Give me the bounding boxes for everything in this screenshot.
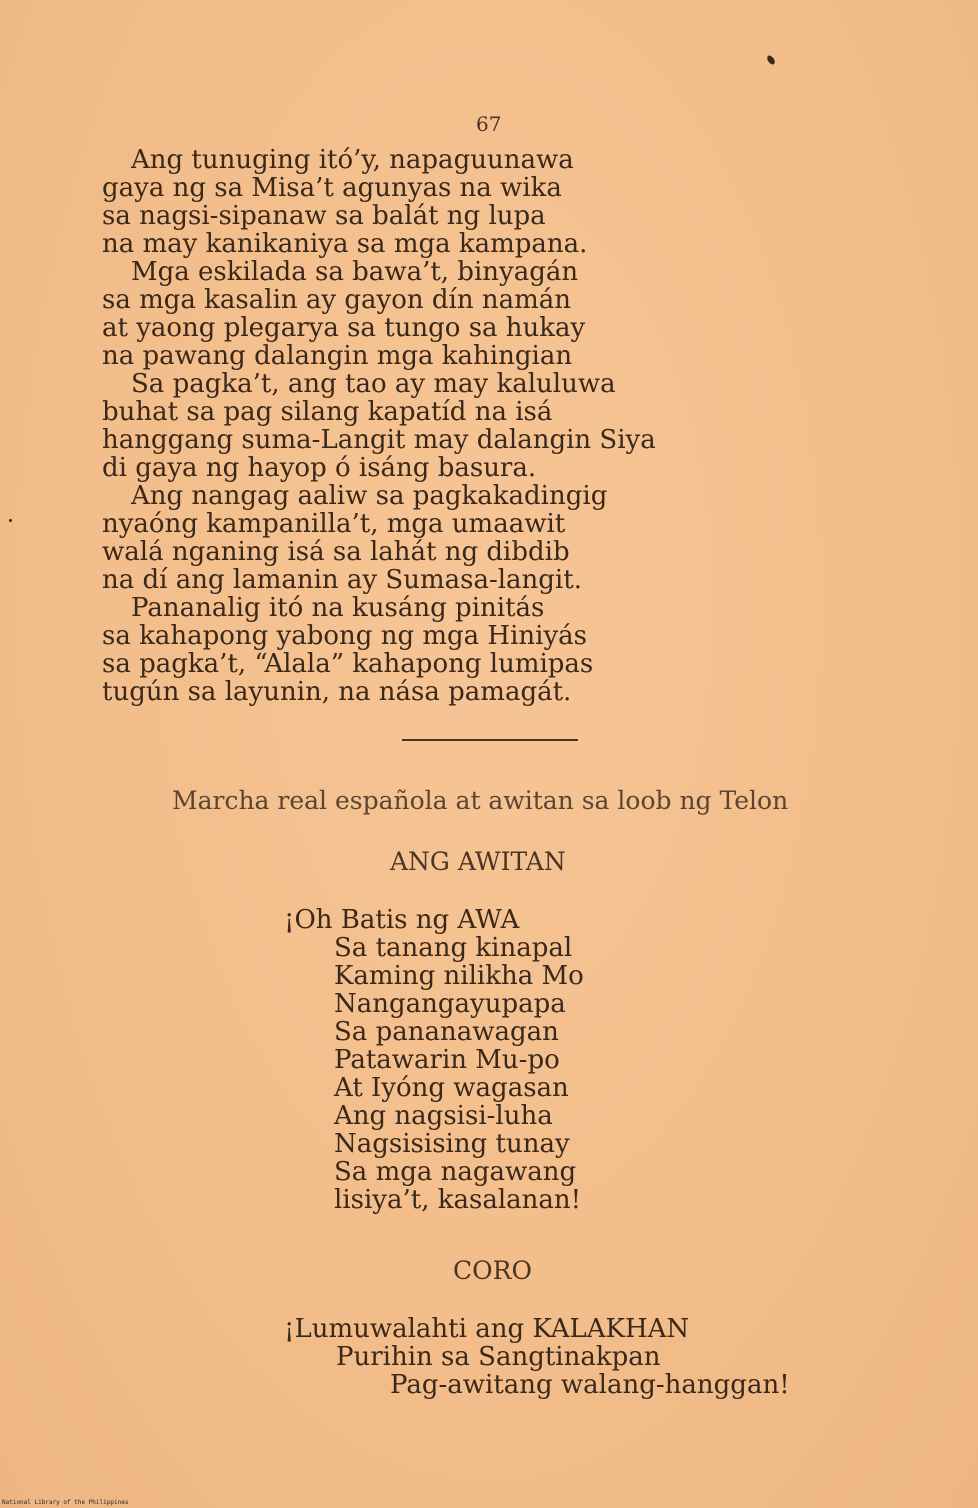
- poem-line: na may kanikaniya sa mga kampana.: [102, 229, 588, 259]
- song-title: ANG AWITAN: [390, 847, 566, 876]
- lyric-line: Patawarin Mu-po: [334, 1045, 560, 1075]
- poem-line: sa pagka’t, “Alala” kahapong lumipas: [102, 649, 594, 679]
- stage-direction: Marcha real española at awitan sa loob ng Telon: [172, 786, 789, 815]
- poem-line: Mga eskilada sa bawa’t, binyagán: [131, 257, 579, 287]
- awitan-lyrics: [284, 906, 584, 1214]
- chorus-title: CORO: [453, 1256, 532, 1285]
- poem-line: sa nagsi-sipanaw sa balát ng lupa: [102, 201, 546, 231]
- lyric-line: ¡Lumuwalahti ang KALAKHAN: [284, 1314, 690, 1344]
- lyric-line: lisiya’t, kasalanan!: [334, 1185, 582, 1215]
- poem-line: Ang nangag aaliw sa pagkakadingig: [131, 481, 608, 511]
- poem-line: Pananalig itó na kusáng pinitás: [131, 593, 545, 623]
- lyric-line: At Iyóng wagasan: [334, 1073, 569, 1103]
- poem-line: at yaong plegarya sa tungo sa hukay: [102, 313, 586, 343]
- lyric-line: Sa tanang kinapal: [334, 933, 573, 963]
- poem-line: Ang tunuging itó’y, napaguunawa: [131, 145, 574, 175]
- poem-stanzas: [102, 146, 656, 706]
- section-divider: [402, 739, 578, 741]
- page-number: 67: [476, 112, 502, 136]
- ink-speck: [766, 54, 777, 66]
- poem-line: hanggang suma-Langit may dalangin Siya: [102, 425, 656, 455]
- poem-line: na pawang dalangin mga kahingian: [102, 341, 573, 371]
- library-watermark: National Library of the Philippines: [2, 1499, 129, 1506]
- lyric-line: Kaming nilikha Mo: [334, 961, 584, 991]
- ink-speck: [9, 519, 12, 522]
- lyric-line: ¡Oh Batis ng AWA: [284, 905, 520, 935]
- poem-line: sa kahapong yabong ng mga Hiniyás: [102, 621, 587, 651]
- lyric-line: Nangangayupapa: [334, 989, 566, 1019]
- poem-line: buhat sa pag silang kapatíd na isá: [102, 397, 553, 427]
- lyric-line: Pag-awitang walang-hanggan!: [390, 1370, 790, 1400]
- poem-line: tugún sa layunin, na nása pamagát.: [102, 677, 572, 707]
- poem-line: nyaóng kampanilla’t, mga umaawit: [102, 509, 566, 539]
- lyric-line: Purihin sa Sangtinakpan: [336, 1342, 661, 1372]
- lyric-line: Sa mga nagawang: [334, 1157, 577, 1187]
- poem-line: na dí ang lamanin ay Sumasa-langit.: [102, 565, 582, 595]
- poem-line: Sa pagka’t, ang tao ay may kaluluwa: [131, 369, 616, 399]
- lyric-line: Nagsisising tunay: [334, 1129, 570, 1159]
- poem-line: walá nganing isá sa lahát ng dibdib: [102, 537, 570, 567]
- poem-line: gaya ng sa Misa’t agunyas na wika: [102, 173, 562, 203]
- lyric-line: Sa pananawagan: [334, 1017, 559, 1047]
- poem-line: sa mga kasalin ay gayon dín namán: [102, 285, 571, 315]
- poem-line: di gaya ng hayop ó isáng basura.: [102, 453, 537, 483]
- lyric-line: Ang nagsisi-luha: [334, 1101, 553, 1131]
- coro-lyrics: [284, 1315, 790, 1399]
